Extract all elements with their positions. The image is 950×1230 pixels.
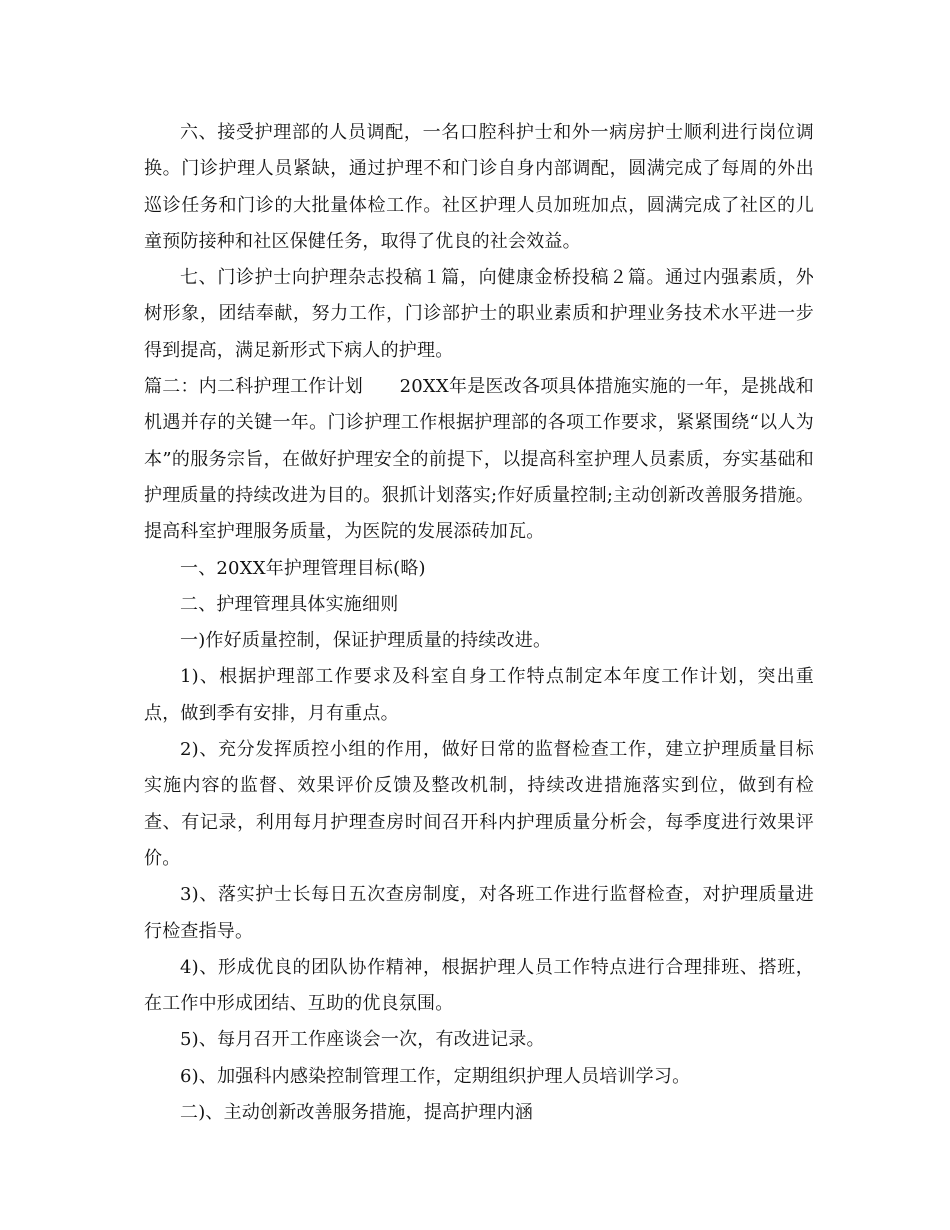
rule-item-4: 4)、形成优良的团队协作精神，根据护理人员工作特点进行合理排班、搭班，在工作中形成团结、互助的优良氛围。 bbox=[144, 956, 814, 1015]
heading-management-goal: 一、20XX年护理管理目标(略) bbox=[180, 557, 426, 579]
paragraph-item-6: 六、接受护理部的人员调配，一名口腔科护士和外一病房护士顺利进行岗位调换。门诊护理人员紧缺，通过护理不和门诊自身内部调配，圆满完成了每周的外出巡诊任务和门诊的大批量体检工作。社区护理人员加班加点，圆满完成了社区的儿童预防接种和社区保健任务，取得了优良的社会效益。 bbox=[144, 122, 814, 252]
subheading-service-innovation: 二)、主动创新改善服务措施，提高护理内涵 bbox=[180, 1102, 534, 1124]
document-body bbox=[144, 115, 814, 1131]
heading-implementation-rules: 二、护理管理具体实施细则 bbox=[180, 593, 399, 615]
rule-item-6: 6)、加强科内感染控制管理工作，定期组织护理人员培训学习。 bbox=[180, 1065, 691, 1087]
section-two-intro: 篇二：内二科护理工作计划 20XX年是医改各项具体措施实施的一年，是挑战和机遇并存的关键一年。门诊护理工作根据护理部的各项工作要求，紧紧围绕“以人为本”的服务宗旨，在做好护理安全的前提下，以提高科室护理人员素质，夯实基础和护理质量的持续改进为目的。狠抓计划落实;作好质量控制;主动创新改善服务措施。提高科室护理服务质量，为医院的发展添砖加瓦。 bbox=[144, 376, 814, 543]
subheading-quality-control: 一)作好质量控制，保证护理质量的持续改进。 bbox=[180, 630, 552, 652]
rule-item-2: 2)、充分发挥质控小组的作用，做好日常的监督检查工作，建立护理质量目标实施内容的监督、效果评价反馈及整改机制，持续改进措施落实到位，做到有检查、有记录，利用每月护理查房时间召开科内护理质量分析会，每季度进行效果评价。 bbox=[144, 739, 814, 869]
rule-item-1: 1)、根据护理部工作要求及科室自身工作特点制定本年度工作计划，突出重点，做到季有安排，月有重点。 bbox=[144, 666, 814, 724]
paragraph-item-7: 七、门诊护士向护理杂志投稿１篇，向健康金桥投稿２篇。通过内强素质，外树形象，团结奉献，努力工作，门诊部护士的职业素质和护理业务技术水平进一步得到提高，满足新形式下病人的护理。 bbox=[144, 267, 814, 361]
rule-item-5: 5)、每月召开工作座谈会一次，有改进记录。 bbox=[180, 1029, 545, 1051]
rule-item-3: 3)、落实护士长每日五次查房制度，对各班工作进行监督检查，对护理质量进行检查指导。 bbox=[144, 884, 814, 942]
